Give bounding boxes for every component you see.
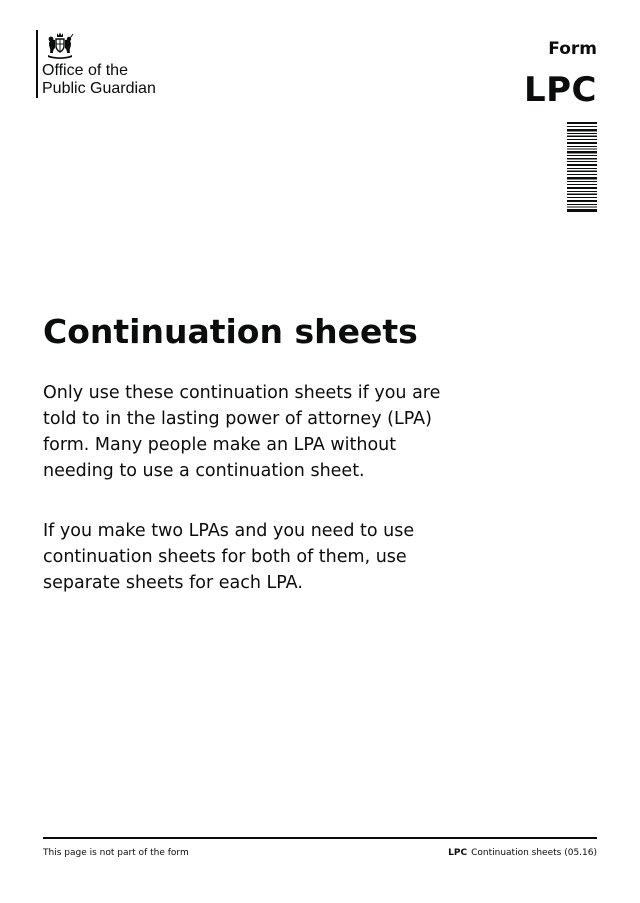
paragraph-line: needing to use a continuation sheet. xyxy=(43,461,365,481)
footer-form-title: Continuation sheets (05.16) xyxy=(471,848,597,858)
footer-form-reference xyxy=(448,847,597,859)
logo-divider xyxy=(36,30,38,98)
form-label: Form xyxy=(548,39,597,59)
paragraph-line: Only use these continuation sheets if you are xyxy=(43,383,441,403)
form-code: LPC xyxy=(523,70,597,110)
footer-divider xyxy=(43,837,597,839)
paragraph-line: told to in the lasting power of attorney (LPA) xyxy=(43,409,432,429)
organisation-name xyxy=(42,62,202,98)
barcode-icon xyxy=(567,122,597,212)
footer-note: This page is not part of the form xyxy=(43,848,189,858)
footer-form-code: LPC xyxy=(448,848,468,858)
paragraph-line: If you make two LPAs and you need to use xyxy=(43,521,415,541)
organisation-name-line1: Office of the xyxy=(42,62,128,79)
intro-paragraph xyxy=(43,380,463,484)
paragraph-line: form. Many people make an LPA without xyxy=(43,435,397,455)
organisation-name-line2: Public Guardian xyxy=(42,80,156,97)
royal-coat-of-arms-icon xyxy=(44,31,76,59)
paragraph-line: separate sheets for each LPA. xyxy=(43,573,303,593)
page-title: Continuation sheets xyxy=(43,312,418,351)
paragraph-line: continuation sheets for both of them, use xyxy=(43,547,407,567)
two-lpas-paragraph xyxy=(43,518,463,596)
